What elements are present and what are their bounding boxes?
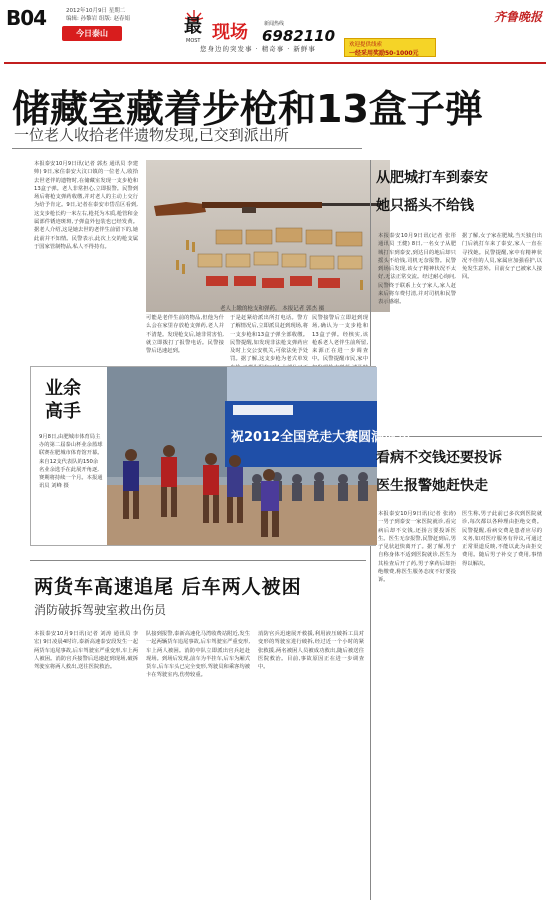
side-story-1-headline-line-2: 她只摇头不给钱 — [376, 198, 474, 214]
rifle-photo-caption: 老人上缴的枪支和弹药。 本报记者 郭杰 摄 — [220, 306, 325, 312]
rifle-photo-image — [146, 160, 390, 312]
side-story-2-headline-line-2: 医生报警她赶快走 — [376, 478, 488, 494]
side-story-2-headline — [376, 444, 502, 500]
story-2-col-2: 队接到报警,泰新高速化马湾收费站附近,发生一起两辆货车追尾事故,后车驾驶室严重变形,车上两人被困。消防中队立即派出官兵赶赴现场。到场后发现,前车为半挂车,后车为厢式货车,后车车头已完全变形,驾驶员和乘客均被卡在驾驶室内,伤势较重。 — [146, 631, 251, 679]
brand-title: 现场 — [212, 22, 248, 43]
hotline-label: 新闻热线 — [264, 21, 285, 27]
editor-line: 编辑: 孙黎岩 组版: 赵春娟 — [66, 16, 130, 22]
main-story-col-2: 于是赶紧给派出所打电话。警方了解情况后,立即派员赶到现场,将一支步枪和13盒子弹全部收缴。民警提醒,如发现非法枪支弹药应及时上交公安机关,可依法免予处罚。据了解,这支步枪为老式单发 — [230, 315, 308, 363]
main-story-col-4: 民警接警后立即赶到现场,确认为一支步枪和13盒子弹。经核实,该枪系老人老伴生前所留,来源正在进一步调查中。民警提醒市民,家中 — [312, 315, 368, 363]
basketball-text-panel — [31, 367, 107, 545]
story-2-top-rule — [30, 560, 366, 561]
side-story-1-headline — [376, 164, 488, 220]
side-story-2-headline-line-1: 看病不交钱还要投诉 — [376, 450, 502, 466]
masthead-rule — [4, 62, 546, 64]
masthead — [4, 4, 546, 60]
side-story-1-headline-line-1: 从肥城打车到泰安 — [376, 170, 488, 186]
slogan: 您身边的突发事 · 精奇事 · 新鲜事 — [200, 45, 316, 53]
side-story-1-col-2: 据了解,女子家在肥城,当天独自出门后就打车来了泰安,家人一直在寻找她。民警提醒,家中有精神状况不佳的人员,家属应加强看护,以免发生意外。目前女子已被家人接回。 — [462, 233, 542, 281]
basketball-title-line-1: 业余 — [45, 378, 81, 399]
basketball-title — [45, 377, 81, 423]
reward-box — [344, 38, 436, 57]
story-2-headline: 两货车高速追尾 后车两人被困 — [34, 576, 302, 598]
paper-logo: 齐鲁晚报 — [493, 10, 542, 24]
main-subhead: 一位老人收拾老伴遗物发现,已交到派出所 — [14, 126, 289, 144]
page-number: B04 — [6, 6, 47, 30]
main-headline: 储藏室藏着步枪和13盒子弹 — [12, 87, 483, 131]
hotline-number: 6982110 — [262, 27, 336, 45]
issue-info — [66, 7, 176, 23]
reward-line-1: 欢迎提供线索 — [349, 42, 383, 48]
basketball-text: 9月8日,由肥城市体育局主办的第二届泰山杯业余篮球联赛在肥城市体育馆开幕。来自12支代表队的150余名业余选手在此展开角逐,赛期将持续一个月。本报通讯员 刘峰 摄 — [39, 434, 103, 490]
rifle-photo — [146, 160, 390, 312]
basketball-photo-image — [107, 367, 411, 545]
reward-line-2: 一经采用奖励50-1000元 — [349, 50, 419, 57]
subhead-rule — [12, 148, 362, 149]
side-story-2-col-2: 医生称,男子此前已多次到医院就诊,每次都以各种理由拒绝交费。民警提醒,看病交费是患者应尽的义务,如对医疗服务有异议,可通过正常渠道反映,不能以此为由拒交费用。随后男子补交了费用,事情得以解决。 — [462, 511, 542, 567]
story-2-col-3: 消防官兵迅速展开救援,利用液压破拆工具对变形的驾驶室进行破拆,经过近一个小时的紧张救援,两名被困人员被成功救出,随后被送往医院救治。目前,事故原因正在进一步调查中。 — [258, 631, 364, 671]
brand-most: MOST — [186, 38, 201, 44]
main-story-col-3: 可能是老伴生前的物品,但他为什么会在家里存放枪支弹药,老人并不清楚。发现枪支后,她非常害怕,就立即拨打了报警电话。民警接警后迅速赶到。 — [146, 315, 224, 355]
date-line: 2012年10月9日 星期二 — [66, 8, 126, 14]
side-story-1-col-1: 本报泰安10月9日讯(记者 张彤 通讯员 王健) 8日,一名女子从肥城打车到泰安,到达目的地后却只摇头不给钱,司机无奈报警。民警到场后发现,该女子精神状况不太好,无法正常交流。经过耐心询问,民警终于联系上女子家人,家人赶来后将车费付清,并对司机和民警表示感谢。 — [378, 233, 456, 306]
story-2-col-1: 本报泰安10月9日讯(记者 刘涛 通讯员 李宏) 9日凌晨4时许,泰新高速泰安段发生一起两货车追尾事故,后车驾驶室严重变形,车上两人被困。消防官兵接警后迅速赶到现场,破拆驾驶室将两人救出,送往医院救治。 — [34, 631, 139, 671]
banner-text: 祝2012全国竞走大赛圆满成功 — [231, 430, 411, 445]
section-badge: 今日泰山 — [62, 26, 122, 41]
basketball-box — [30, 366, 411, 546]
side-story-2-col-1: 本报泰安10月9日讯(记者 张涛) 一男子到泰安一家医院就诊,看完病后却不交钱,还扬言要投诉医生。医生无奈报警,民警赶到后,男子见状赶快离开了。据了解,男子自称身体不适到医院就诊,医生为其检查后开了药,男子拿药后却拒绝缴费,称医生服务态度不好要投诉。 — [378, 511, 456, 584]
story-2-subhead: 消防破拆驾驶室救出伤员 — [34, 603, 167, 617]
basketball-title-line-2: 高手 — [45, 401, 81, 422]
basketball-photo — [107, 367, 411, 545]
brand-big-char: 最 — [184, 16, 202, 37]
main-story-col-1: 本报泰安10月9日讯(记者 郭杰 通讯员 李建帅) 9日,家住泰安大汶口镇的一位老人,收拾去世老伴的遗物时,在储藏室发现一支步枪和13盒子弹。老人非常担心,立即报警。民警到场后将枪支弹药收缴,并对老人的主动上交行为给予肯定。9日,记者在泰安市岱岳区看到,这支步枪长约一米左右,枪托为木质,枪管和金属部件锈迹斑斑,子弹盒外包装也已经发黄。据老人介绍,这是她去世的老伴生前留下的,她此前并不知情。民警表示,此次上交的枪支属于国家管制物品,私人不得持有。 — [34, 161, 139, 250]
